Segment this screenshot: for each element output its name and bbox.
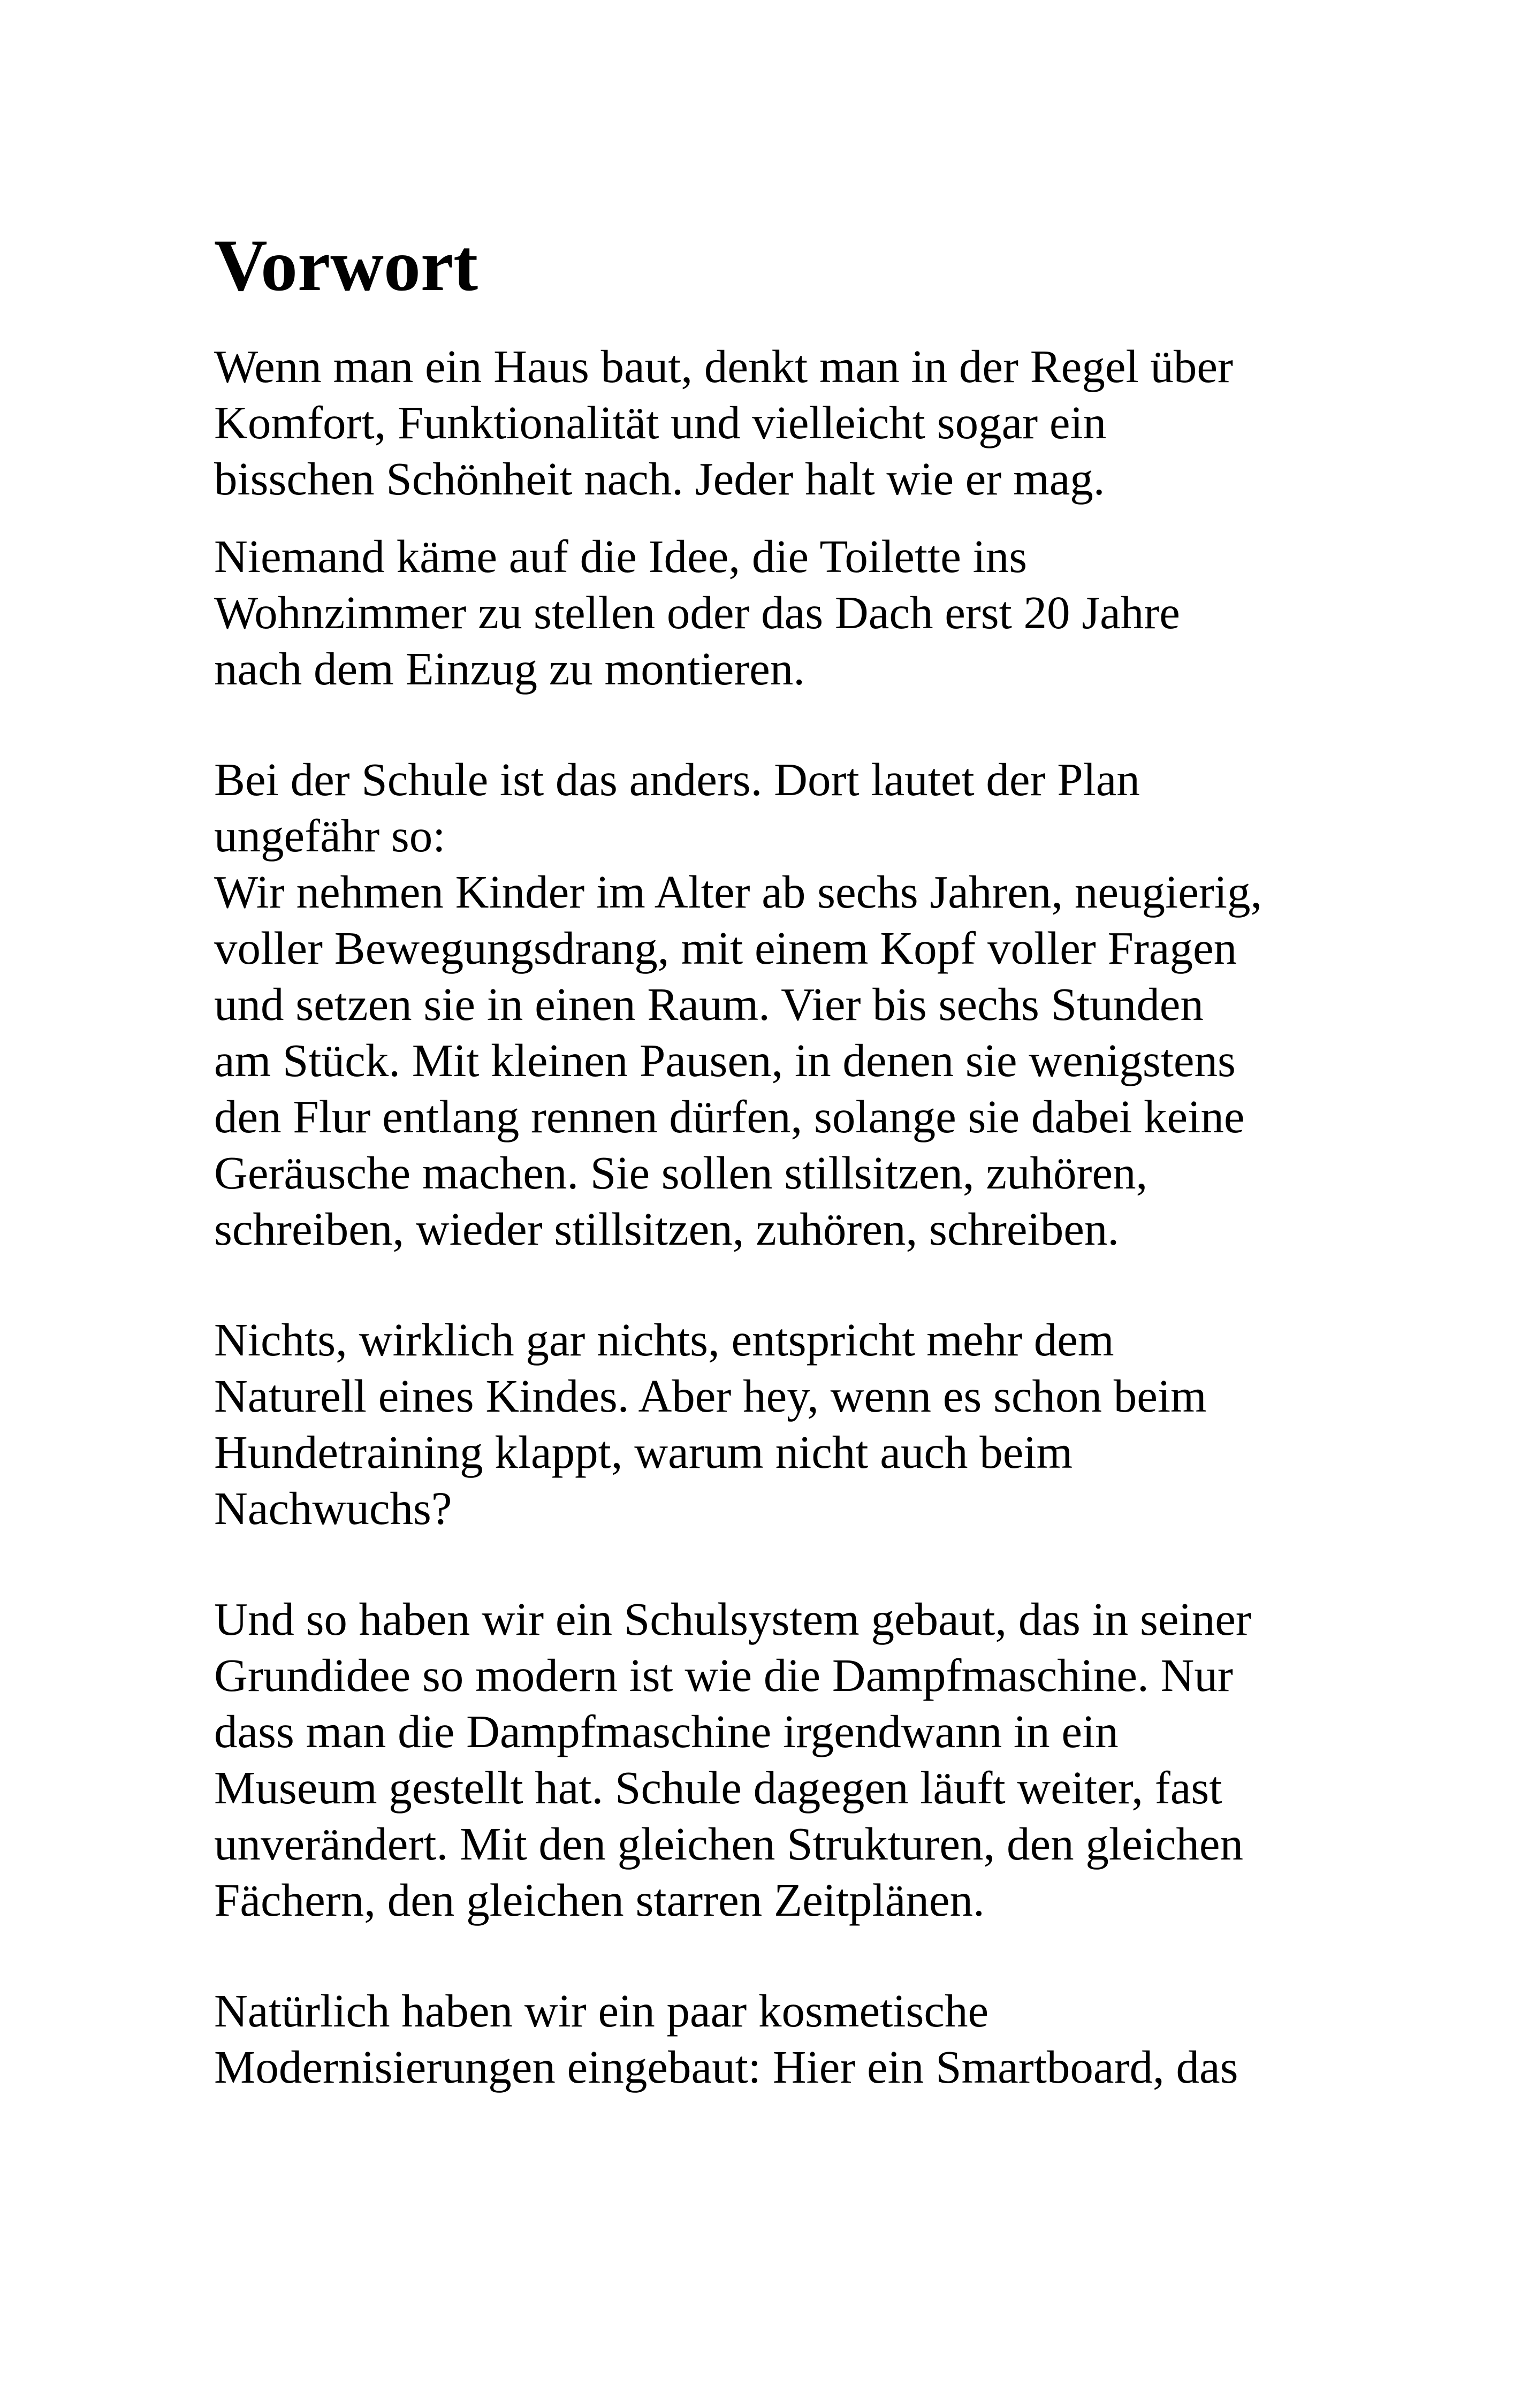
paragraph-3: Bei der Schule ist das anders. Dort lautet der Plan ungefähr so: Wir nehmen Kinder im Alter ab sechs Jahren, neugierig, voller Bewegungsdrang, mit einem Kopf voller Fragen und setzen sie in einen Raum. Vier bis sechs Stunden am Stück. Mit kleinen Pausen, in denen sie wenigstens den Flur entlang rennen dürfen, solange sie dabei keine Geräusche machen. Sie sollen stillsitzen, zuhören, schreiben, wieder stillsitzen, zuhören, schreiben. — [214, 753, 1263, 1255]
page-content — [214, 225, 1359, 2095]
paragraph-5: Und so haben wir ein Schulsystem gebaut, das in seiner Grundidee so modern ist wie die Dampfmaschine. Nur dass man die Dampfmaschine irgendwann in ein Museum gestellt hat. Schule dagegen läuft weiter, fast unverändert. Mit den gleichen Strukturen, den gleichen Fächern, den gleichen starren Zeitplänen. — [214, 1592, 1251, 1926]
paragraph-4: Nichts, wirklich gar nichts, entspricht mehr dem Naturell eines Kindes. Aber hey, wenn es schon beim Hundetraining klappt, warum nicht auch beim Nachwuchs? — [214, 1313, 1207, 1534]
paragraph-2: Niemand käme auf die Idee, die Toilette ins Wohnzimmer zu stellen oder das Dach erst 20 Jahre nach dem Einzug zu montieren. — [214, 530, 1180, 695]
paragraph-6: Natürlich haben wir ein paar kosmetische Modernisierungen eingebaut: Hier ein Smartboard, das — [214, 1984, 1238, 2093]
page-title: Vorwort — [214, 224, 478, 306]
paragraph-1: Wenn man ein Haus baut, denkt man in der Regel über Komfort, Funktionalität und vielleicht sogar ein bisschen Schönheit nach. Jeder halt wie er mag. — [214, 340, 1234, 505]
